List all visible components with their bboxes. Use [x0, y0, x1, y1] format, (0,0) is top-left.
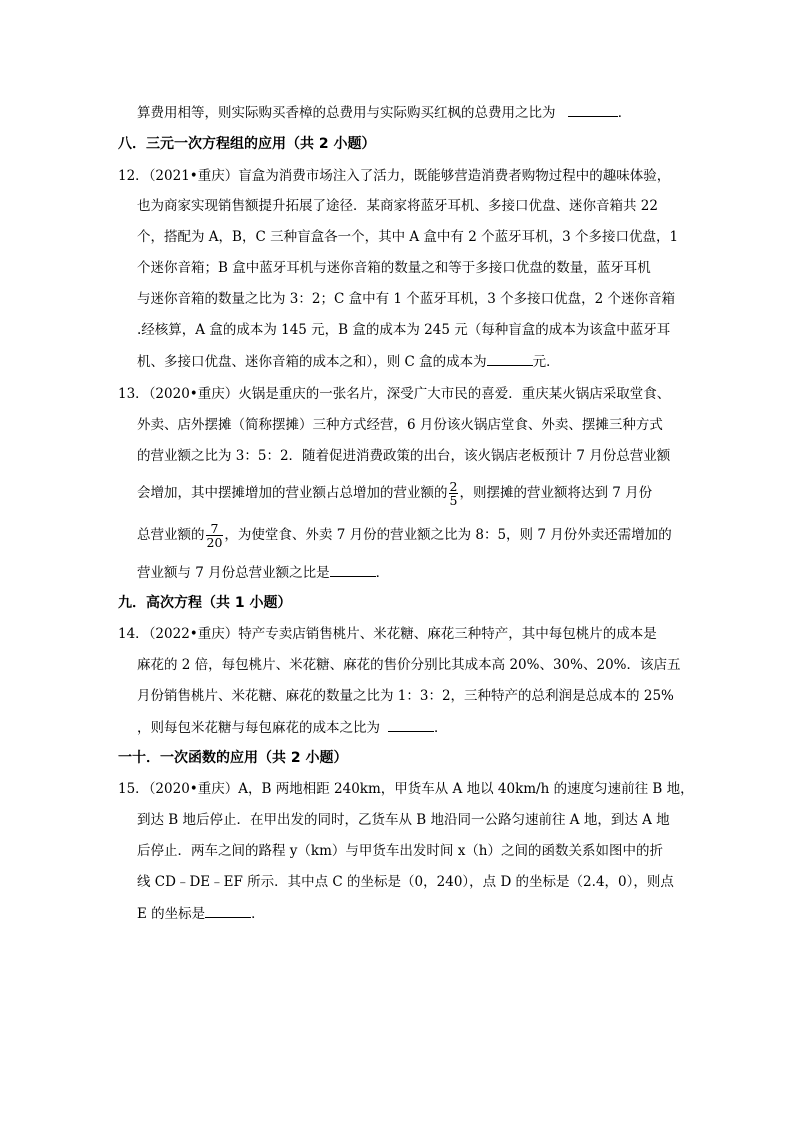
- question-13-line-4: 会增加，其中摆摊增加的营业额占总增加的营业额的 $\frac{2}{5}$ ，则摆摊的营业额将达到 7 月份: [137, 479, 653, 508]
- question-13-line-6: 营业额与 7 月份总营业额之比是 ．: [137, 562, 389, 583]
- answer-blank[interactable]: [330, 562, 376, 577]
- question-number: 12．: [118, 168, 149, 184]
- question-15-line-3: 后停止．两车之间的路程 y（km）与甲货车出发时间 x（h）之间的函数关系如图中的折: [137, 843, 663, 859]
- question-number: 14．: [118, 626, 149, 642]
- section-heading-10: 一十．一次函数的应用（共 2 小题）: [118, 750, 348, 766]
- question-13-line-1: 13．（2020•重庆）火锅是重庆的一张名片，深受广大市民的喜爱．重庆某火锅店采取堂食、: [118, 386, 671, 402]
- question-12-line-6: .经核算，A 盒的成本为 145 元，B 盒的成本为 245 元（每种盲盒的成本为该盒中蓝牙耳: [137, 322, 671, 338]
- question-15-line-1: 15．（2020•重庆）A，B 两地相距 240km，甲货车从 A 地以 40km/h 的速度匀速前往 B 地，: [118, 781, 694, 797]
- q11-tail-line: 算费用相等，则实际购买香樟的总费用与实际购买红枫的总费用之比为 ．: [137, 102, 631, 123]
- question-12-line-1: 12．（2021•重庆）盲盒为消费市场注入了活力，既能够营造消费者购物过程中的趣味体验，: [118, 168, 671, 184]
- question-12-line-7: 机、多接口优盘、迷你音箱的成本之和），则 C 盒的成本为 元．: [137, 351, 560, 372]
- fraction-two-fifths: $\frac{2}{5}$: [449, 479, 458, 508]
- question-12-line-5: 与迷你音箱的数量之比为 3：2；C 盒中有 1 个蓝牙耳机，3 个多接口优盘，2 个迷你音箱: [137, 291, 676, 307]
- answer-blank[interactable]: [388, 717, 434, 732]
- question-source: （2020•重庆）: [148, 781, 239, 797]
- question-14-line-3: 月份销售桃片、米花糖、麻花的数量之比为 1：3：2，三种特产的总利润是总成本的 25%: [137, 688, 674, 704]
- question-number: 13．: [118, 386, 149, 402]
- question-14-line-1: 14．（2022•重庆）特产专卖店销售桃片、米花糖、麻花三种特产，其中每包桃片的成本是: [118, 626, 657, 642]
- question-15-line-2: 到达 B 地后停止．在甲出发的同时，乙货车从 B 地沿同一公路匀速前往 A 地，到达 A 地: [137, 812, 670, 828]
- question-number: 15．: [118, 781, 149, 797]
- fraction-seven-twentieths: $\frac{7}{20}$: [206, 521, 223, 550]
- question-15-line-4: 线 CD﹣DE﹣EF 所示．其中点 C 的坐标是（0，240），点 D 的坐标是（2.4，0），则点: [137, 874, 674, 890]
- question-13-line-5: 总营业额的 $\frac{7}{20}$ ，为使堂食、外卖 7 月份的营业额之比为 8：5，则 7 月份外卖还需增加的: [137, 521, 672, 550]
- question-source: （2022•重庆）: [148, 626, 239, 642]
- answer-blank[interactable]: [568, 102, 618, 117]
- question-14-line-4: ，则每包米花糖与每包麻花的成本之比为 ．: [137, 717, 448, 738]
- question-source: （2020•重庆）: [148, 386, 239, 402]
- question-13-line-3: 的营业额之比为 3：5：2．随着促进消费政策的出台，该火锅店老板预计 7 月份总营业额: [137, 448, 671, 464]
- question-13-line-2: 外卖、店外摆摊（简称摆摊）三种方式经营，6 月份该火锅店堂食、外卖、摆摊三种方式: [137, 417, 663, 433]
- section-heading-8: 八．三元一次方程组的应用（共 2 小题）: [118, 136, 376, 152]
- question-12-line-4: 个迷你音箱；B 盒中蓝牙耳机与迷你音箱的数量之和等于多接口优盘的数量，蓝牙耳机: [137, 260, 651, 276]
- answer-blank[interactable]: [487, 351, 533, 366]
- question-12-line-3: 个，搭配为 A，B，C 三种盲盒各一个，其中 A 盒中有 2 个蓝牙耳机，3 个多接口优盘，1: [137, 229, 679, 245]
- question-12-line-2: 也为商家实现销售额提升拓展了途径．某商家将蓝牙耳机、多接口优盘、迷你音箱共 22: [137, 198, 658, 214]
- section-heading-9: 九．高次方程（共 1 小题）: [118, 595, 292, 611]
- answer-blank[interactable]: [205, 903, 251, 918]
- question-14-line-2: 麻花的 2 倍，每包桃片、米花糖、麻花的售价分别比其成本高 20%、30%、20%．该店五: [137, 657, 681, 673]
- question-15-line-5: E 的坐标是 ．: [137, 903, 265, 924]
- question-source: （2021•重庆）: [148, 168, 239, 184]
